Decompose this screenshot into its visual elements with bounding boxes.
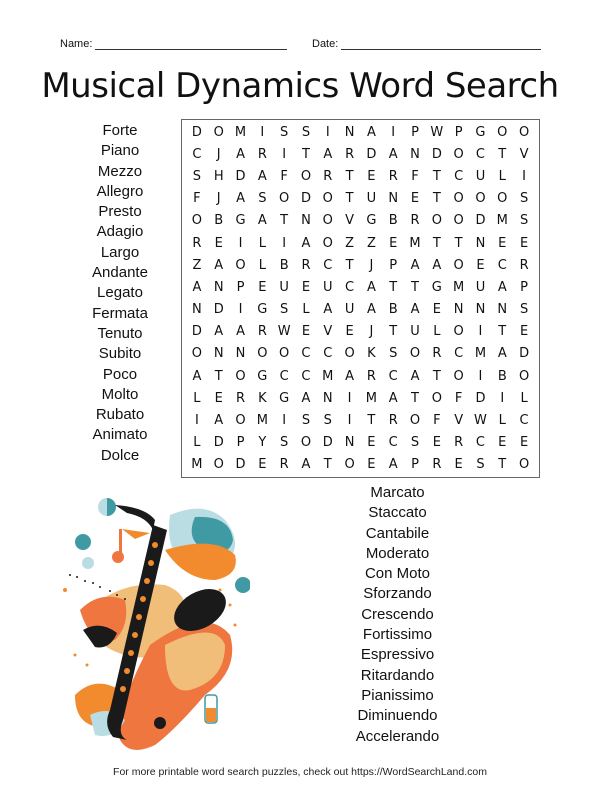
- grid-cell[interactable]: I: [478, 368, 483, 384]
- page-title: Musical Dynamics Word Search: [41, 66, 559, 106]
- grid-cell[interactable]: C: [454, 346, 464, 362]
- grid-cell[interactable]: N: [322, 390, 333, 406]
- date-blank-line[interactable]: [341, 39, 541, 50]
- grid-cell[interactable]: P: [236, 435, 245, 451]
- grid-cell[interactable]: A: [301, 390, 311, 406]
- grid-cell[interactable]: T: [432, 235, 441, 251]
- grid-cell[interactable]: E: [301, 324, 311, 340]
- word-list-item: Mezzo: [97, 162, 143, 180]
- word-list-item: Largo: [100, 243, 140, 261]
- grid-cell[interactable]: O: [431, 390, 442, 406]
- word-list-item: Pianissimo: [361, 686, 434, 704]
- word-list-item: Tenuto: [97, 324, 143, 342]
- grid-cell[interactable]: G: [431, 279, 442, 295]
- grid-cell[interactable]: R: [323, 168, 333, 184]
- grid-cell[interactable]: N: [213, 279, 224, 295]
- word-list-item: Accelerando: [355, 727, 440, 745]
- grid-cell[interactable]: U: [475, 168, 486, 184]
- grid-cell[interactable]: N: [410, 146, 420, 162]
- word-list-item: Legato: [97, 284, 143, 302]
- grid-cell[interactable]: S: [519, 213, 529, 229]
- grid-cell[interactable]: I: [325, 124, 330, 140]
- grid-cell[interactable]: O: [191, 346, 203, 362]
- grid-cell[interactable]: A: [410, 368, 420, 384]
- grid-cell[interactable]: T: [214, 368, 223, 384]
- grid-cell[interactable]: J: [369, 257, 374, 273]
- grid-cell[interactable]: O: [453, 191, 464, 207]
- grid-cell[interactable]: O: [497, 124, 508, 140]
- grid-cell[interactable]: T: [345, 191, 354, 207]
- grid-cell[interactable]: S: [519, 191, 529, 207]
- grid-cell[interactable]: O: [213, 457, 224, 473]
- grid-cell[interactable]: A: [345, 368, 355, 384]
- grid-cell[interactable]: D: [235, 457, 246, 473]
- grid-cell[interactable]: A: [366, 302, 376, 318]
- grid-cell[interactable]: O: [344, 457, 355, 473]
- grid-cell[interactable]: H: [213, 168, 224, 184]
- grid-cell[interactable]: T: [345, 257, 354, 273]
- grid-cell[interactable]: T: [498, 457, 507, 473]
- grid-cell[interactable]: T: [432, 168, 441, 184]
- grid-cell[interactable]: U: [323, 279, 333, 295]
- grid-cell[interactable]: M: [322, 368, 334, 384]
- word-list-item: Marcato: [370, 484, 425, 501]
- grid-cell[interactable]: N: [344, 124, 355, 140]
- grid-cell[interactable]: O: [213, 124, 224, 140]
- grid-cell[interactable]: L: [498, 413, 506, 429]
- grid-cell[interactable]: K: [258, 390, 267, 406]
- grid-cell[interactable]: T: [389, 279, 398, 295]
- grid-cell[interactable]: R: [257, 324, 267, 340]
- grid-cell[interactable]: T: [389, 324, 398, 340]
- grid-cell[interactable]: O: [518, 368, 530, 384]
- grid-cell[interactable]: A: [497, 346, 507, 362]
- grid-cell[interactable]: U: [344, 302, 355, 318]
- grid-cell[interactable]: A: [388, 390, 398, 406]
- word-list-item: Ritardando: [360, 666, 435, 684]
- grid-cell[interactable]: L: [258, 257, 266, 273]
- grid-cell[interactable]: E: [498, 435, 507, 451]
- grid-cell[interactable]: A: [323, 302, 333, 318]
- grid-cell[interactable]: A: [192, 368, 202, 384]
- grid-cell[interactable]: G: [279, 390, 290, 406]
- word-list-item: Dolce: [100, 446, 140, 464]
- grid-cell[interactable]: R: [432, 457, 442, 473]
- grid-cell[interactable]: S: [389, 346, 398, 362]
- saxophone-illustration: [55, 495, 250, 760]
- grid-cell[interactable]: D: [519, 346, 530, 362]
- word-list-item: Fortissimo: [362, 626, 433, 644]
- grid-cell[interactable]: T: [411, 279, 419, 295]
- grid-cell[interactable]: S: [280, 124, 289, 140]
- grid-cell[interactable]: C: [519, 413, 529, 429]
- grid-cell[interactable]: D: [235, 168, 246, 184]
- grid-cell[interactable]: F: [454, 390, 463, 406]
- grid-cell[interactable]: A: [236, 324, 245, 340]
- grid-cell[interactable]: E: [519, 324, 529, 340]
- grid-cell[interactable]: S: [192, 168, 202, 184]
- grid-cell[interactable]: E: [454, 457, 463, 473]
- grid-cell[interactable]: S: [258, 191, 267, 207]
- grid-cell[interactable]: R: [192, 235, 202, 251]
- grid-cell[interactable]: A: [323, 146, 333, 162]
- word-list-item: Espressivo: [360, 646, 435, 664]
- grid-cell[interactable]: E: [519, 435, 529, 451]
- grid-cell[interactable]: U: [366, 191, 377, 207]
- grid-cell[interactable]: A: [257, 213, 267, 229]
- grid-cell[interactable]: A: [301, 457, 311, 473]
- grid-cell[interactable]: L: [258, 235, 266, 251]
- word-list-item: Animato: [92, 426, 148, 444]
- grid-cell[interactable]: D: [191, 324, 202, 340]
- grid-cell[interactable]: G: [235, 213, 246, 229]
- grid-cell[interactable]: A: [366, 279, 376, 295]
- grid-cell[interactable]: M: [496, 213, 508, 229]
- grid-cell[interactable]: O: [322, 213, 333, 229]
- grid-cell[interactable]: O: [322, 191, 333, 207]
- grid-cell[interactable]: I: [500, 390, 505, 406]
- word-list-item: Con Moto: [364, 565, 431, 583]
- grid-cell[interactable]: B: [279, 257, 289, 273]
- grid-cell[interactable]: G: [366, 213, 377, 229]
- grid-cell[interactable]: P: [520, 279, 529, 295]
- grid-cell[interactable]: O: [453, 146, 464, 162]
- grid-cell[interactable]: B: [214, 213, 224, 229]
- grid-cell[interactable]: T: [454, 235, 463, 251]
- grid-cell[interactable]: F: [193, 191, 201, 207]
- grid-cell[interactable]: O: [409, 413, 421, 429]
- grid-cell[interactable]: A: [214, 413, 224, 429]
- grid-cell[interactable]: O: [518, 124, 530, 140]
- grid-cell[interactable]: A: [301, 235, 311, 251]
- grid-cell[interactable]: R: [366, 368, 376, 384]
- word-list-item: Subito: [98, 345, 142, 363]
- grid-cell[interactable]: E: [432, 435, 441, 451]
- grid-cell[interactable]: R: [279, 457, 289, 473]
- grid-cell[interactable]: O: [191, 213, 203, 229]
- grid-cell[interactable]: I: [282, 413, 287, 429]
- grid-cell[interactable]: O: [279, 191, 290, 207]
- grid-cell[interactable]: T: [498, 146, 507, 162]
- grid-cell[interactable]: P: [236, 279, 245, 295]
- grid-cell[interactable]: R: [345, 146, 355, 162]
- word-search-grid: [181, 119, 540, 478]
- grid-cell[interactable]: O: [235, 413, 246, 429]
- word-list-bottom: [345, 483, 450, 747]
- grid-cell[interactable]: L: [433, 324, 441, 340]
- grid-cell[interactable]: R: [410, 213, 420, 229]
- grid-cell[interactable]: N: [475, 235, 486, 251]
- grid-cell[interactable]: A: [236, 191, 245, 207]
- word-list-item: Staccato: [368, 504, 427, 522]
- grid-cell[interactable]: F: [280, 168, 288, 184]
- word-list-item: Piano: [100, 142, 140, 160]
- grid-cell[interactable]: S: [301, 124, 311, 140]
- word-list-item: Moderato: [365, 544, 430, 562]
- grid-cell[interactable]: O: [453, 324, 464, 340]
- word-list-item: Forte: [102, 122, 138, 139]
- grid-cell[interactable]: N: [453, 302, 464, 318]
- grid-cell[interactable]: U: [410, 324, 420, 340]
- grid-cell[interactable]: R: [236, 390, 246, 406]
- grid-cell[interactable]: T: [411, 390, 419, 406]
- grid-cell[interactable]: T: [323, 457, 332, 473]
- grid-cell[interactable]: E: [498, 235, 507, 251]
- word-list-item: Adagio: [96, 223, 144, 241]
- date-field[interactable]: [312, 38, 541, 50]
- grid-cell[interactable]: C: [345, 279, 355, 295]
- grid-cell[interactable]: S: [323, 413, 332, 429]
- grid-cell[interactable]: J: [216, 191, 221, 207]
- grid-cell[interactable]: L: [498, 168, 506, 184]
- grid-cell[interactable]: A: [214, 324, 224, 340]
- grid-cell[interactable]: E: [476, 257, 485, 273]
- grid-cell[interactable]: P: [389, 257, 398, 273]
- grid-cell[interactable]: F: [433, 413, 441, 429]
- grid-cell[interactable]: G: [475, 124, 486, 140]
- grid-cell[interactable]: D: [366, 146, 377, 162]
- grid-cell[interactable]: E: [345, 324, 354, 340]
- word-list-item: Molto: [101, 385, 139, 403]
- grid-cell[interactable]: A: [257, 168, 267, 184]
- grid-cell[interactable]: O: [344, 346, 355, 362]
- grid-cell[interactable]: N: [235, 346, 246, 362]
- grid-cell[interactable]: O: [300, 168, 312, 184]
- grid-cell[interactable]: N: [388, 191, 399, 207]
- grid-cell[interactable]: I: [347, 390, 352, 406]
- grid-cell[interactable]: M: [474, 346, 487, 362]
- grid-cell[interactable]: T: [498, 324, 507, 340]
- grid-cell[interactable]: E: [367, 168, 376, 184]
- grid-cell[interactable]: E: [214, 390, 223, 406]
- word-list-item: Diminuendo: [357, 707, 438, 725]
- grid-cell[interactable]: E: [214, 235, 223, 251]
- grid-cell[interactable]: E: [367, 457, 376, 473]
- grid-cell[interactable]: M: [234, 124, 247, 140]
- grid-cell[interactable]: N: [344, 435, 355, 451]
- grid-cell[interactable]: N: [192, 302, 202, 318]
- grid-cell[interactable]: P: [454, 124, 463, 140]
- grid-cell[interactable]: R: [432, 346, 442, 362]
- grid-cell[interactable]: R: [519, 257, 529, 273]
- grid-cell[interactable]: G: [257, 302, 268, 318]
- grid-cell[interactable]: V: [519, 146, 529, 162]
- grid-cell[interactable]: L: [193, 435, 201, 451]
- word-list-item: Poco: [102, 365, 138, 383]
- grid-cell[interactable]: D: [322, 435, 333, 451]
- grid-cell[interactable]: U: [279, 279, 289, 295]
- grid-cell[interactable]: M: [409, 235, 421, 251]
- grid-cell[interactable]: J: [369, 324, 374, 340]
- grid-cell[interactable]: L: [520, 390, 528, 406]
- grid-cell[interactable]: A: [236, 146, 245, 162]
- grid-cell[interactable]: C: [454, 168, 464, 184]
- grid-cell[interactable]: C: [475, 146, 485, 162]
- grid-cell[interactable]: S: [476, 457, 485, 473]
- grid-cell[interactable]: W: [277, 324, 291, 340]
- grid-cell[interactable]: R: [454, 435, 464, 451]
- grid-cell[interactable]: C: [497, 257, 507, 273]
- grid-cell[interactable]: I: [238, 302, 243, 318]
- grid-cell[interactable]: C: [279, 368, 289, 384]
- grid-cell[interactable]: C: [323, 346, 333, 362]
- grid-cell[interactable]: R: [388, 413, 398, 429]
- name-label: Name:: [60, 38, 93, 50]
- footer-text: For more printable word search puzzles, check out https://WordSearchLand.com: [113, 766, 487, 778]
- grid-cell[interactable]: Z: [345, 235, 355, 251]
- grid-cell[interactable]: F: [411, 168, 419, 184]
- grid-cell[interactable]: N: [475, 302, 486, 318]
- grid-cell[interactable]: A: [410, 302, 420, 318]
- grid-cell[interactable]: T: [301, 146, 310, 162]
- grid-cell[interactable]: C: [301, 346, 311, 362]
- grid-cell[interactable]: P: [411, 457, 419, 473]
- grid-cell[interactable]: T: [432, 191, 441, 207]
- grid-cell[interactable]: D: [431, 146, 442, 162]
- grid-cell[interactable]: B: [388, 302, 398, 318]
- grid-cell[interactable]: O: [409, 346, 421, 362]
- grid-cell[interactable]: V: [454, 413, 464, 429]
- grid-cell[interactable]: I: [282, 146, 287, 162]
- grid-cell[interactable]: A: [432, 257, 442, 273]
- grid-cell[interactable]: M: [191, 457, 203, 473]
- grid-cell[interactable]: O: [257, 346, 268, 362]
- grid-cell[interactable]: D: [475, 390, 486, 406]
- grid-cell[interactable]: E: [432, 302, 441, 318]
- word-list-item: Sforzando: [363, 585, 432, 603]
- grid-cell[interactable]: Y: [258, 435, 267, 451]
- grid-cell[interactable]: K: [367, 346, 376, 362]
- grid-cell[interactable]: L: [193, 390, 201, 406]
- grid-cell[interactable]: L: [302, 302, 310, 318]
- grid-cell[interactable]: S: [280, 435, 289, 451]
- grid-cell[interactable]: I: [522, 168, 527, 184]
- grid-cell[interactable]: P: [411, 124, 419, 140]
- grid-cell[interactable]: C: [192, 146, 202, 162]
- grid-cell[interactable]: R: [388, 168, 398, 184]
- grid-cell[interactable]: S: [410, 435, 420, 451]
- grid-cell[interactable]: O: [453, 213, 464, 229]
- grid-cell[interactable]: D: [300, 191, 311, 207]
- grid-cell[interactable]: E: [301, 279, 311, 295]
- word-list-item: Allegro: [96, 182, 144, 200]
- grid-cell[interactable]: Z: [366, 235, 376, 251]
- grid-cell[interactable]: M: [256, 413, 268, 429]
- grid-cell[interactable]: I: [194, 413, 199, 429]
- grid-cell[interactable]: V: [323, 324, 333, 340]
- grid-cell[interactable]: D: [213, 302, 224, 318]
- grid-cell[interactable]: B: [497, 368, 507, 384]
- grid-cell[interactable]: C: [388, 368, 398, 384]
- grid-cell[interactable]: N: [301, 213, 311, 229]
- grid-cell[interactable]: T: [432, 368, 441, 384]
- name-blank-line[interactable]: [95, 39, 287, 50]
- grid-cell[interactable]: J: [216, 146, 221, 162]
- grid-cell[interactable]: I: [260, 124, 265, 140]
- grid-cell[interactable]: E: [519, 235, 529, 251]
- grid-cell[interactable]: S: [519, 302, 529, 318]
- grid-cell[interactable]: N: [497, 302, 508, 318]
- grid-cell[interactable]: E: [410, 191, 420, 207]
- grid-cell[interactable]: E: [258, 457, 267, 473]
- word-list-item: Fermata: [92, 304, 148, 322]
- grid-cell[interactable]: C: [301, 368, 311, 384]
- grid-cell[interactable]: E: [367, 435, 376, 451]
- grid-cell[interactable]: O: [300, 435, 312, 451]
- name-field[interactable]: [60, 38, 287, 50]
- grid-cell[interactable]: D: [213, 435, 224, 451]
- grid-cell[interactable]: T: [367, 413, 376, 429]
- grid-cell[interactable]: E: [258, 279, 267, 295]
- word-list-left: [80, 121, 160, 466]
- grid-cell[interactable]: O: [518, 457, 530, 473]
- grid-cell[interactable]: V: [345, 213, 355, 229]
- grid-cell[interactable]: I: [478, 324, 483, 340]
- grid-cell[interactable]: O: [497, 191, 508, 207]
- grid-cell[interactable]: I: [282, 235, 287, 251]
- word-list-item: Presto: [98, 203, 142, 221]
- grid-cell[interactable]: I: [347, 413, 352, 429]
- grid-cell[interactable]: C: [388, 435, 398, 451]
- word-list-item: Rubato: [95, 406, 145, 424]
- grid-cell[interactable]: T: [280, 213, 289, 229]
- word-list-item: Cantabile: [365, 524, 430, 542]
- grid-cell[interactable]: O: [431, 213, 442, 229]
- grid-cell[interactable]: E: [389, 235, 398, 251]
- grid-cell[interactable]: U: [475, 279, 486, 295]
- grid-cell[interactable]: M: [453, 279, 465, 295]
- grid-cell[interactable]: O: [453, 368, 464, 384]
- grid-cell[interactable]: O: [279, 346, 290, 362]
- word-list-item: Crescendo: [361, 605, 434, 623]
- grid-cell[interactable]: N: [213, 346, 224, 362]
- grid-cell[interactable]: A: [192, 279, 202, 295]
- grid-cell[interactable]: O: [235, 368, 246, 384]
- grid-cell[interactable]: A: [388, 457, 398, 473]
- grid-cell[interactable]: I: [391, 124, 396, 140]
- grid-cell[interactable]: D: [475, 213, 486, 229]
- grid-cell[interactable]: G: [257, 368, 268, 384]
- grid-cell[interactable]: A: [497, 279, 507, 295]
- grid-cell[interactable]: R: [301, 257, 311, 273]
- grid-cell[interactable]: A: [388, 146, 398, 162]
- grid-cell[interactable]: W: [474, 413, 487, 429]
- grid-cell[interactable]: C: [475, 435, 485, 451]
- grid-cell[interactable]: A: [366, 124, 376, 140]
- grid-cell[interactable]: A: [214, 257, 224, 273]
- grid-cell[interactable]: S: [280, 302, 289, 318]
- grid-cell[interactable]: O: [322, 235, 333, 251]
- grid-cell[interactable]: S: [301, 413, 311, 429]
- grid-cell[interactable]: T: [345, 168, 354, 184]
- grid-cell[interactable]: O: [453, 257, 464, 273]
- grid-cell[interactable]: B: [388, 213, 398, 229]
- grid-cell[interactable]: O: [235, 257, 246, 273]
- grid-cell[interactable]: M: [365, 390, 378, 406]
- grid-cell[interactable]: W: [430, 124, 444, 140]
- grid-cell[interactable]: Z: [192, 257, 202, 273]
- date-label: Date:: [312, 38, 339, 50]
- grid-cell[interactable]: O: [475, 191, 486, 207]
- grid-cell[interactable]: A: [410, 257, 420, 273]
- grid-cell[interactable]: R: [257, 146, 267, 162]
- word-list-item: Andante: [92, 264, 148, 282]
- grid-cell[interactable]: C: [323, 257, 333, 273]
- grid-cell[interactable]: D: [191, 124, 202, 140]
- grid-cell[interactable]: I: [238, 235, 243, 251]
